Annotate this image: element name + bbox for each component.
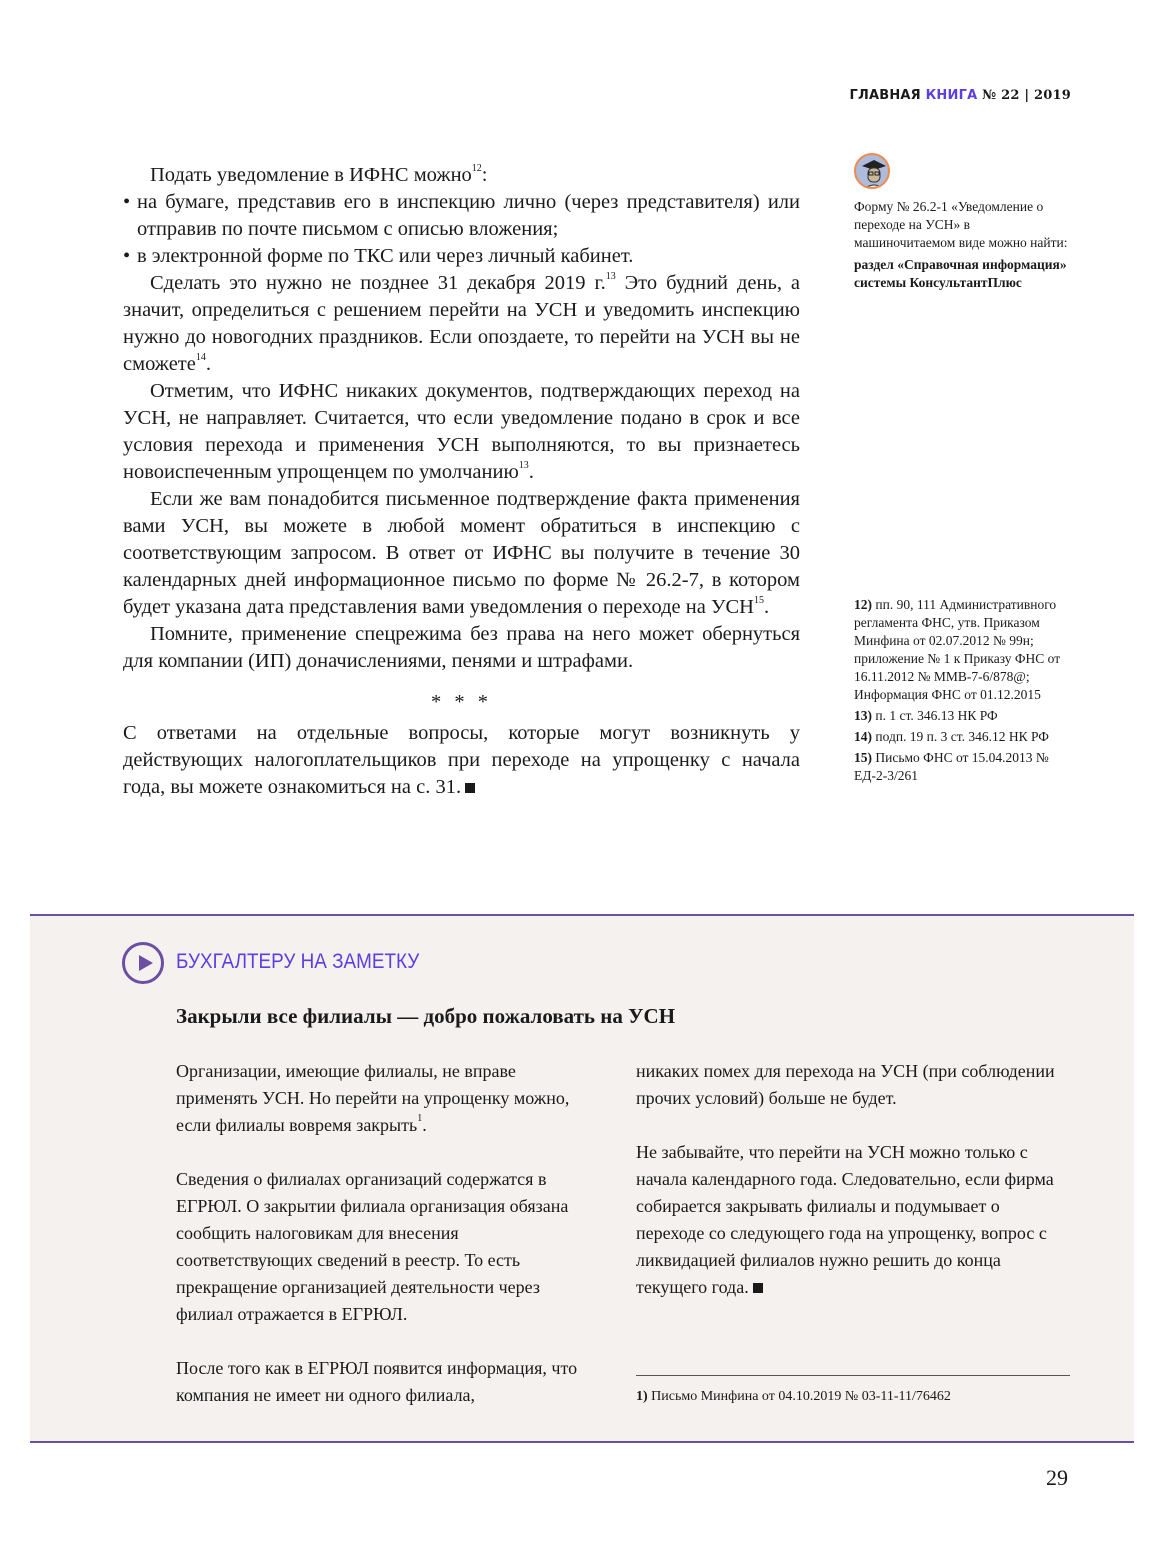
footnote-ref: 14 — [195, 352, 206, 363]
footnote-divider — [636, 1375, 1070, 1376]
list-item: • на бумаге, представив его в инспекцию лично (через представителя) или отправив по почте письмом с описью вложения; — [123, 189, 800, 243]
sidebar-tip — [854, 198, 1074, 292]
box-left-column — [176, 1058, 596, 1436]
footnote-number: 1) — [636, 1389, 648, 1404]
text: . — [205, 353, 211, 375]
paragraph — [176, 1058, 596, 1139]
note-box — [30, 914, 1134, 1443]
text: . — [763, 596, 770, 618]
tip-text: Форму № 26.2-1 «Уведомление о переходе на УСН» в машиночитаемом виде можно найти: — [854, 199, 1068, 250]
footnotes — [854, 596, 1074, 788]
box-label: БУХГАЛТЕРУ НА ЗАМЕТКУ — [176, 950, 420, 973]
paragraph: После того как в ЕГРЮЛ появится информация, что компания не имеет ни одного филиала, — [176, 1358, 578, 1405]
issue-number: № 22 | 2019 — [982, 88, 1071, 103]
section-divider: * * * — [431, 691, 492, 713]
footnote-number: 14) — [854, 729, 872, 744]
footnote-ref: 12 — [471, 163, 482, 174]
running-header — [849, 88, 1071, 103]
footnote-text: Письмо ФНС от 15.04.2013 № ЕД-2-3/261 — [854, 750, 1049, 783]
box-footnote — [636, 1389, 951, 1405]
footnote-ref: 13 — [518, 460, 529, 471]
text: Не забывайте, что перейти на УСН можно только с начала календарного года. Следовательно, если фирма собирается закрывать филиалы и подумывает о переходе со следующего года на упрощенку, вопрос с ликвидацией филиалов нужно решить до конца текущего года. — [636, 1142, 1054, 1297]
box-right-column — [636, 1058, 1066, 1328]
text: Это будний день, а значит, определиться с решением перейти на УСН и уведомить инспекцию нужно до новогодних праздников. Если опоздаете, то перейти на УСН вы не сможете — [123, 272, 800, 375]
text: : — [481, 164, 488, 186]
page-number: 29 — [1046, 1465, 1068, 1490]
end-mark-icon — [753, 1283, 763, 1293]
footnote-text: подп. 19 п. 3 ст. 346.12 НК РФ — [875, 729, 1049, 744]
text: Подать уведомление в ИФНС можно — [150, 164, 472, 186]
footnote-ref: 13 — [605, 271, 616, 282]
paragraph — [123, 486, 800, 621]
text: Отметим, что ИФНС никаких документов, подтверждающих переход на УСН, не направляет. Считается, что если уведомление подано в срок и все условия перехода и применения УСН выполняются, то вы признаетесь новоиспеченным упрощенцем по умолчанию — [123, 380, 800, 483]
paragraph: Сведения о филиалах организаций содержатся в ЕГРЮЛ. О закрытии филиала организация обязана сообщить налоговикам для внесения соответствующих сведений в реестр. То есть прекращение организацией деятельности через филиал отражается в ЕГРЮЛ. — [176, 1169, 569, 1324]
footnote-number: 15) — [854, 750, 872, 765]
paragraph: никаких помех для перехода на УСН (при соблюдении прочих условий) больше не будет. — [636, 1061, 1055, 1108]
footnote-ref: 15 — [753, 595, 764, 606]
text: Сделать это нужно не позднее 31 декабря 2019 г. — [150, 272, 606, 294]
paragraph — [123, 720, 800, 801]
list-item: • в электронной форме по ТКС или через личный кабинет. — [123, 243, 800, 270]
paragraph — [123, 162, 800, 189]
text: . — [528, 461, 534, 483]
play-icon — [122, 942, 164, 984]
bullet-list — [123, 189, 800, 270]
footnote — [854, 728, 1074, 746]
paragraph — [123, 270, 800, 378]
footnote — [854, 749, 1074, 785]
text: . — [422, 1115, 427, 1135]
end-mark-icon — [465, 783, 475, 793]
text: Если же вам понадобится письменное подтверждение факта применения вами УСН, вы можете в любой момент обратиться в инспекцию с соответствующим запросом. В ответ от ИФНС вы получите в течение 30 календарных дней информационное письмо по форме № 26.2-7, в котором будет указана дата представления вами уведомления о переходе на УСН — [123, 488, 800, 618]
brand-part2: КНИГА — [925, 88, 978, 103]
text: Организации, имеющие филиалы, не вправе применять УСН. Но перейти на упрощенку можно, если филиалы вовремя закрыть — [176, 1061, 570, 1135]
box-heading: Закрыли все филиалы — добро пожаловать на УСН — [176, 1004, 676, 1028]
footnote — [854, 707, 1074, 725]
paragraph: Помните, применение спецрежима без права на него может обернуться для компании (ИП) доначислениями, пенями и штрафами. — [123, 623, 800, 672]
footnote — [854, 596, 1074, 704]
text: С ответами на отдельные вопросы, которые могут возникнуть у действующих налогоплательщиков при переходе на упрощенку с начала года, вы можете ознакомиться на с. 31. — [123, 722, 800, 798]
footnote-text: Письмо Минфина от 04.10.2019 № 03-11-11/76462 — [651, 1389, 951, 1404]
footnote-text: пп. 90, 111 Административного регламента ФНС, утв. Приказом Минфина от 02.07.2012 № 99н; приложение № 1 к Приказу ФНС от 16.11.2012 № ММВ-7-6/878@; Информация ФНС от 01.12.2015 — [854, 597, 1061, 702]
brand-part1: ГЛАВНАЯ — [849, 88, 921, 103]
article-body — [123, 162, 800, 801]
footnote-number: 13) — [854, 708, 872, 723]
paragraph — [123, 378, 800, 486]
footnote-ref: 1 — [417, 1113, 423, 1124]
footnote-number: 12) — [854, 597, 872, 612]
expert-avatar-icon — [854, 153, 890, 189]
paragraph — [636, 1139, 1066, 1301]
tip-source: раздел «Справочная информация» системы КонсультантПлюс — [854, 257, 1067, 290]
footnote-text: п. 1 ст. 346.13 НК РФ — [875, 708, 998, 723]
